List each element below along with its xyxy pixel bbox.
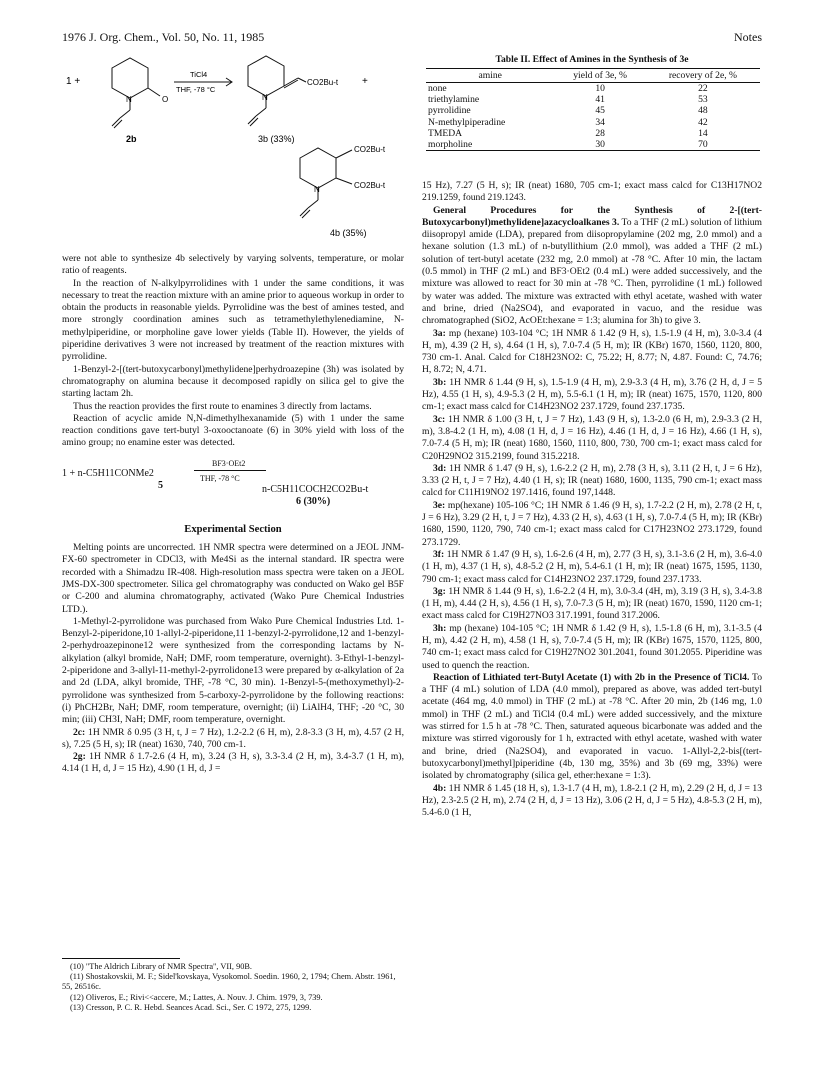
footnote-rule: [62, 958, 180, 959]
svg-text:N: N: [314, 185, 320, 194]
scheme-reagent: TiCl4: [190, 70, 208, 79]
scheme-ester-3b: CO2Bu-t: [307, 78, 339, 87]
svg-text:O: O: [162, 95, 169, 104]
carbonyl-bond: [148, 88, 160, 96]
compound-data: 3b: 1H NMR δ 1.44 (9 H, s), 1.5-1.9 (4 H, m), 2.9-3.3 (4 H, m), 3.76 (2 H, d, J = 5 Hz), 4.55 (1 H, s), 4.9-5.3 (2 H, m), 5.5-6.1 (1 H, m); IR (neat) 1675, 1570, 1120, 800 cm-1; exact mass calcd for C14H23NO2 237.1729, found 237.1735.: [422, 376, 762, 413]
table-row: TMEDA 28 14: [428, 127, 708, 139]
equation-product: n-C5H11COCH2CO2Bu-t: [262, 483, 369, 495]
paragraph: General Procedures for the Synthesis of 2-[(tert-Butoxycarbonyl)methylidene]azacycloalkanes 3. To a THF (2 mL) solution of lithium diisopropyl amide (LDA), prepared from diisopropylamine (202 mg, 2.0 mmol) and a hexane solution (1.3 mL) of n-butyllithium (2.0 mmol), was added a THF (2 mL) solution of tert-butyl acetate (232 mg, 2.0 mmol) at -78 °C. After 10 min, the lactam (0.5 mmol) in THF (2 mL) and BF3·OEt2 (0.4 mL) were added successively, and the mixture was allowed to react for 30 min at -78 °C. Then, pyrrolidine (1 mL) followed by water was added. The mixture was extracted with ethyl acetate, washed with water and brine, dried (Na2SO4), and evaporated in vacuo, and the residue was chromatographed (SiO2, AcOEt:hexane = 1:3; alumina for 3h) to give 3.: [422, 204, 762, 327]
section-heading: Experimental Section: [184, 523, 282, 535]
paragraph: 2c: 1H NMR δ 0.95 (3 H, t, J = 7 Hz), 1.2-2.2 (6 H, m), 2.8-3.3 (3 H, m), 4.57 (2 H, s), 7.25 (5 H, s); IR (neat) 1630, 740, 700 cm-1.: [62, 726, 404, 750]
paragraph: were not able to synthesize 4b selectively by varying solvents, temperature, or molar ratio of reagents.: [62, 253, 404, 277]
product-4b-ring: [300, 148, 336, 188]
compound-data: 3h: mp (hexane) 104-105 °C; 1H NMR δ 1.42 (9 H, s), 1.5-1.8 (6 H, m), 3.1-3.5 (4 H, m), 4.42 (2 H, m), 4.58 (1 H, s), 7.0-7.4 (5 H, m); IR (KBr) 1675, 1570, 1125, 800, 740 cm-1; exact mass calcd for C19H27NO2 301.2041, found 301.2055. Piperidine was used to quench the reaction.: [422, 622, 762, 671]
paragraph: In the reaction of N-alkylpyrrolidines with 1 under the same conditions, it was necessary to treat the reaction mixture with an amine prior to aqueous workup in order to obtain the products in reasonable yields. Pyrrolidine was the best of amines tested, and more strongly coordination amines such as tetramethylethylenediamine, N-methylpiperidine, or morpholine gave lower yields (Table II). However, the yields of piperidine derivatives 3 were not increased by treatment of the reaction mixtures with pyrrolidine.: [62, 277, 404, 363]
compound-data: 3e: mp(hexane) 105-106 °C; 1H NMR δ 1.46 (9 H, s), 1.7-2.2 (2 H, m), 2.78 (2 H, t, J = 6 Hz), 3.29 (2 H, t, J = 7 Hz), 4.33 (2 H, s), 4.63 (1 H, s), 7.0-7.4 (5 H, m); IR (KBr) 1680, 1590, 1120, 790, 740 cm-1; exact mass calcd for C17H23NO2 273.1729, found 273.1729.: [422, 499, 762, 548]
compound-data: 4b: 1H NMR δ 1.45 (18 H, s), 1.3-1.7 (4 H, m), 1.8-2.1 (2 H, m), 2.29 (2 H, d, J = 13 Hz), 2.3-2.5 (2 H, m), 2.74 (2 H, d, J = 13 Hz), 3.06 (2 H, d, J = 5 Hz), 4.8-5.3 (2 H, m), 5.4-6.0 (1 H,: [422, 782, 762, 819]
table-title: Table II. Effect of Amines in the Synthesis of 3e: [495, 54, 689, 65]
equation-label-6: 6 (30%): [296, 495, 331, 507]
table-row: none 10 22: [428, 83, 708, 94]
run-in-heading: Reaction of Lithiated tert-Butyl Acetate (1) with 2b in the Presence of TiCl4.: [433, 671, 750, 683]
scheme-drawing: [62, 50, 404, 250]
table-header: yield of 3e, %: [554, 69, 645, 83]
compound-data: 3a: mp (hexane) 103-104 °C; 1H NMR δ 1.42 (9 H, s), 1.5-1.9 (4 H, m), 3.0-3.4 (4 H, m), 4.39 (2 H, s), 4.64 (1 H, s), 7.0-7.4 (5 H, m); IR (KBr) 1670, 1560, 1120, 800, 730 cm-1. Anal. Calcd for C18H23NO2: C, 75.22; H, 8.77; N, 4.87. Found: C, 74.76; H, 8.72; N, 4.71.: [422, 327, 762, 376]
lactam-ring: [112, 58, 148, 98]
table-row: morpholine 30 70: [426, 139, 760, 151]
equation-conditions: THF, -78 °C: [200, 473, 240, 483]
paragraph: Melting points are uncorrected. 1H NMR spectra were determined on a JEOL JNM-FX-60 spectrometer in CDCl3, with Me4Si as the internal standard. IR spectra were recorded with a Shimadzu IR-408. High-resolution mass spectra were taken on a JEOL JMS-DX-300 spectrometer. Silica gel chromatography was conducted on Wako gel B5F or C-200 and alumina chromatography, activated (Wako Pure Chemical Industries LTD.).: [62, 542, 404, 615]
table-row: N-methylpiperadine 34 42: [428, 116, 708, 128]
paragraph: Reaction of Lithiated tert-Butyl Acetate (1) with 2b in the Presence of TiCl4. To a THF (4 mL) solution of LDA (4.0 mmol), prepared as above, was added tert-butyl acetate (464 mg, 4.0 mmol) in THF (2 mL) at -78 °C. After 20 min, 2b (146 mg, 1.0 mmol) in THF (2 mL) and TiCl4 (0.4 mL) were added successively, and the mixture was stirred for 1.5 h at -78 °C. Then, saturated aqueous bicarbonate was added and the mixture was stirred vigorously for 1 h, extracted with ethyl acetate, washed with water and brine, dried (Na2SO4), and evaporated in vacuo. 1-Allyl-2,2-bis[(tert-butoxycarbonyl)methyl]piperidine (4b, 130 mg, 35%) and 3b (69 mg, 33%) were isolated by chromatography (silica gel, ether:hexane = 1:3).: [422, 671, 762, 782]
right-column: [422, 180, 762, 819]
equation-label-5: 5: [158, 479, 163, 491]
reaction-scheme: [62, 50, 404, 250]
left-column: [62, 253, 404, 776]
compound-data: 3d: 1H NMR δ 1.47 (9 H, s), 1.6-2.2 (2 H, m), 2.78 (3 H, s), 3.11 (2 H, t, J = 6 Hz), 3.33 (2 H, t, J = 7 Hz), 4.40 (1 H, s); IR (neat) 1680, 1600, 1135, 790 cm-1; exact mass calcd for C11H19NO2 197.1416, found 197,1448.: [422, 462, 762, 499]
paragraph: 15 Hz), 7.27 (5 H, s); IR (neat) 1680, 705 cm-1; exact mass calcd for C13H17NO2 219.1259, found 219.1243.: [422, 180, 762, 204]
scheme-label-3b: 3b (33%): [258, 134, 295, 144]
table-header: amine: [426, 69, 554, 83]
table-row: triethylamine 41 53: [428, 94, 708, 106]
paragraph: Thus the reaction provides the first route to enamines 3 directly from lactams.: [73, 400, 372, 412]
equation-reagent: BF3·OEt2: [212, 458, 246, 468]
section-label: Notes: [734, 30, 762, 44]
svg-text:N: N: [126, 95, 132, 104]
compound-data: 3g: 1H NMR δ 1.44 (9 H, s), 1.6-2.2 (4 H, m), 3.0-3.4 (4H, m), 3.19 (3 H, s), 3.4-3.8 (1 H, m), 4.44 (2 H, s), 4.56 (1 H, s), 7.0-7.3 (5 H, m); IR (neat) 1670, 1590, 1120 cm-1; exact mass calcd for C19H27NO3 317.1991, found 317.2006.: [422, 585, 762, 622]
equation: [62, 458, 404, 510]
footnote: (10) "The Aldrich Library of NMR Spectra", VII, 90B.: [70, 962, 252, 971]
table-header: recovery of 2e, %: [646, 69, 760, 83]
footnote: (11) Shostakovskii, M. F.; Sidel'kovskaya, Vysokomol. Soedin. 1960, 2, 1794; Chem. Abstr. 1961, 55, 26516c.: [62, 972, 396, 992]
footnote: (12) Oliveros, E.; Rivi<<accere, M.; Lattes, A. Nouv. J. Chim. 1979, 3, 739.: [70, 992, 323, 1002]
paragraph: Reaction of acyclic amide N,N-dimethylhexanamide (5) with 1 under the same reaction conditions gave tert-butyl 3-oxooctanoate (6) in 30% yield with loss of the amino group; no enamine ester was detected.: [62, 412, 404, 449]
run-in-heading: General Procedures for the Synthesis of 2-[(tert-Butoxycarbonyl)methylidene]azacycloalkanes 3.: [422, 204, 762, 228]
running-header: 1976 J. Org. Chem., Vol. 50, No. 11, 1985: [62, 30, 265, 44]
table-row: pyrrolidine 45 48: [428, 105, 708, 117]
scheme-ester-4b-b: CO2Bu-t: [354, 181, 386, 190]
equation-arrow: [194, 470, 266, 471]
scheme-label-2b: 2b: [126, 134, 137, 144]
equation-reactants: 1 + n-C5H11CONMe2: [62, 467, 154, 479]
scheme-label-4b: 4b (35%): [330, 228, 367, 238]
scheme-reactant-prefix: 1 +: [66, 76, 81, 87]
product-3b-ring: [248, 56, 284, 96]
scheme-ester-4b-a: CO2Bu-t: [354, 145, 386, 154]
paragraph: 1-Benzyl-2-[(tert-butoxycarbonyl)methylidene]perhydroazepine (3h) was isolated by chromatography on alumina because it decomposed rapidly on silica gel to give the starting lactam 2h.: [62, 363, 404, 400]
footnote: (13) Cresson, P. C. R. Hebd. Seances Acad. Sci., Ser. C 1972, 275, 1299.: [70, 1002, 312, 1012]
compound-data: 3c: 1H NMR δ 1.00 (3 H, t, J = 7 Hz), 1.43 (9 H, s), 1.3-2.0 (6 H, m), 2.9-3.3 (2 H, m), 3.8-4.2 (1 H, m), 4.08 (1 H, d, J = 16 Hz), 4.46 (1 H, d, J = 16 Hz), 4.66 (1 H, s), 7.0-7.4 (5 H, m); IR (neat) 1680, 1560, 1110, 800, 730, 700 cm-1; exact mass calcd for C20H29NO2 315.2199, found 315.2218.: [422, 413, 762, 462]
paragraph: 2g: 1H NMR δ 1.7-2.6 (4 H, m), 3.24 (3 H, s), 3.3-3.4 (2 H, m), 3.4-3.7 (1 H, m), 4.14 (1 H, d, J = 15 Hz), 4.90 (1 H, d, J =: [62, 751, 404, 775]
footnotes: [62, 962, 404, 1013]
amines-table: [426, 68, 760, 151]
scheme-conditions: THF, -78 °C: [176, 85, 216, 94]
paragraph: 1-Methyl-2-pyrrolidone was purchased from Wako Pure Chemical Industries Ltd. 1-Benzyl-2-piperidone,10 1-allyl-2-piperidone,11 1-benzyl-2-pyrrolidone,12 and 1-benzyl-2-perhydroazepinone12 were synthesized from the corresponding lactams by N-alkylation (alkyl bromide, NaH; DMF, room temperature, overnight). 3-Ethyl-1-benzyl-2-piperidone and 3-allyl-11-methyl-2-pyrrolidone13 were prepared by α-alkylation of 2a and 2d (LDA, alkyl bromide, THF, -78 °C, 30 min). 1-Benzyl-5-(methoxymethyl)-2-pyrrolidone was synthesized from 5-carboxy-2-pyrrolidone by the following reactions: (i) PhCH2Br, NaH; DMF, room temperature, overnight; (ii) LiAlH4, THF; -20 °C, 30 min; (iii) CH3I, NaH; DMF, room temperature, overnight.: [62, 615, 404, 726]
compound-data: 3f: 1H NMR δ 1.47 (9 H, s), 1.6-2.6 (4 H, m), 2.77 (3 H, s), 3.1-3.6 (2 H, m), 3.6-4.0 (1 H, m), 4.37 (1 H, s), 4.8-5.2 (2 H, m), 5.4-6.1 (1 H, m); IR (neat) 1675, 1595, 1130, 790 cm-1; exact mass calcd for C14H23NO2 237.1729, found 237.1733.: [422, 548, 762, 585]
scheme-plus: +: [362, 76, 368, 87]
svg-text:N: N: [262, 93, 268, 102]
